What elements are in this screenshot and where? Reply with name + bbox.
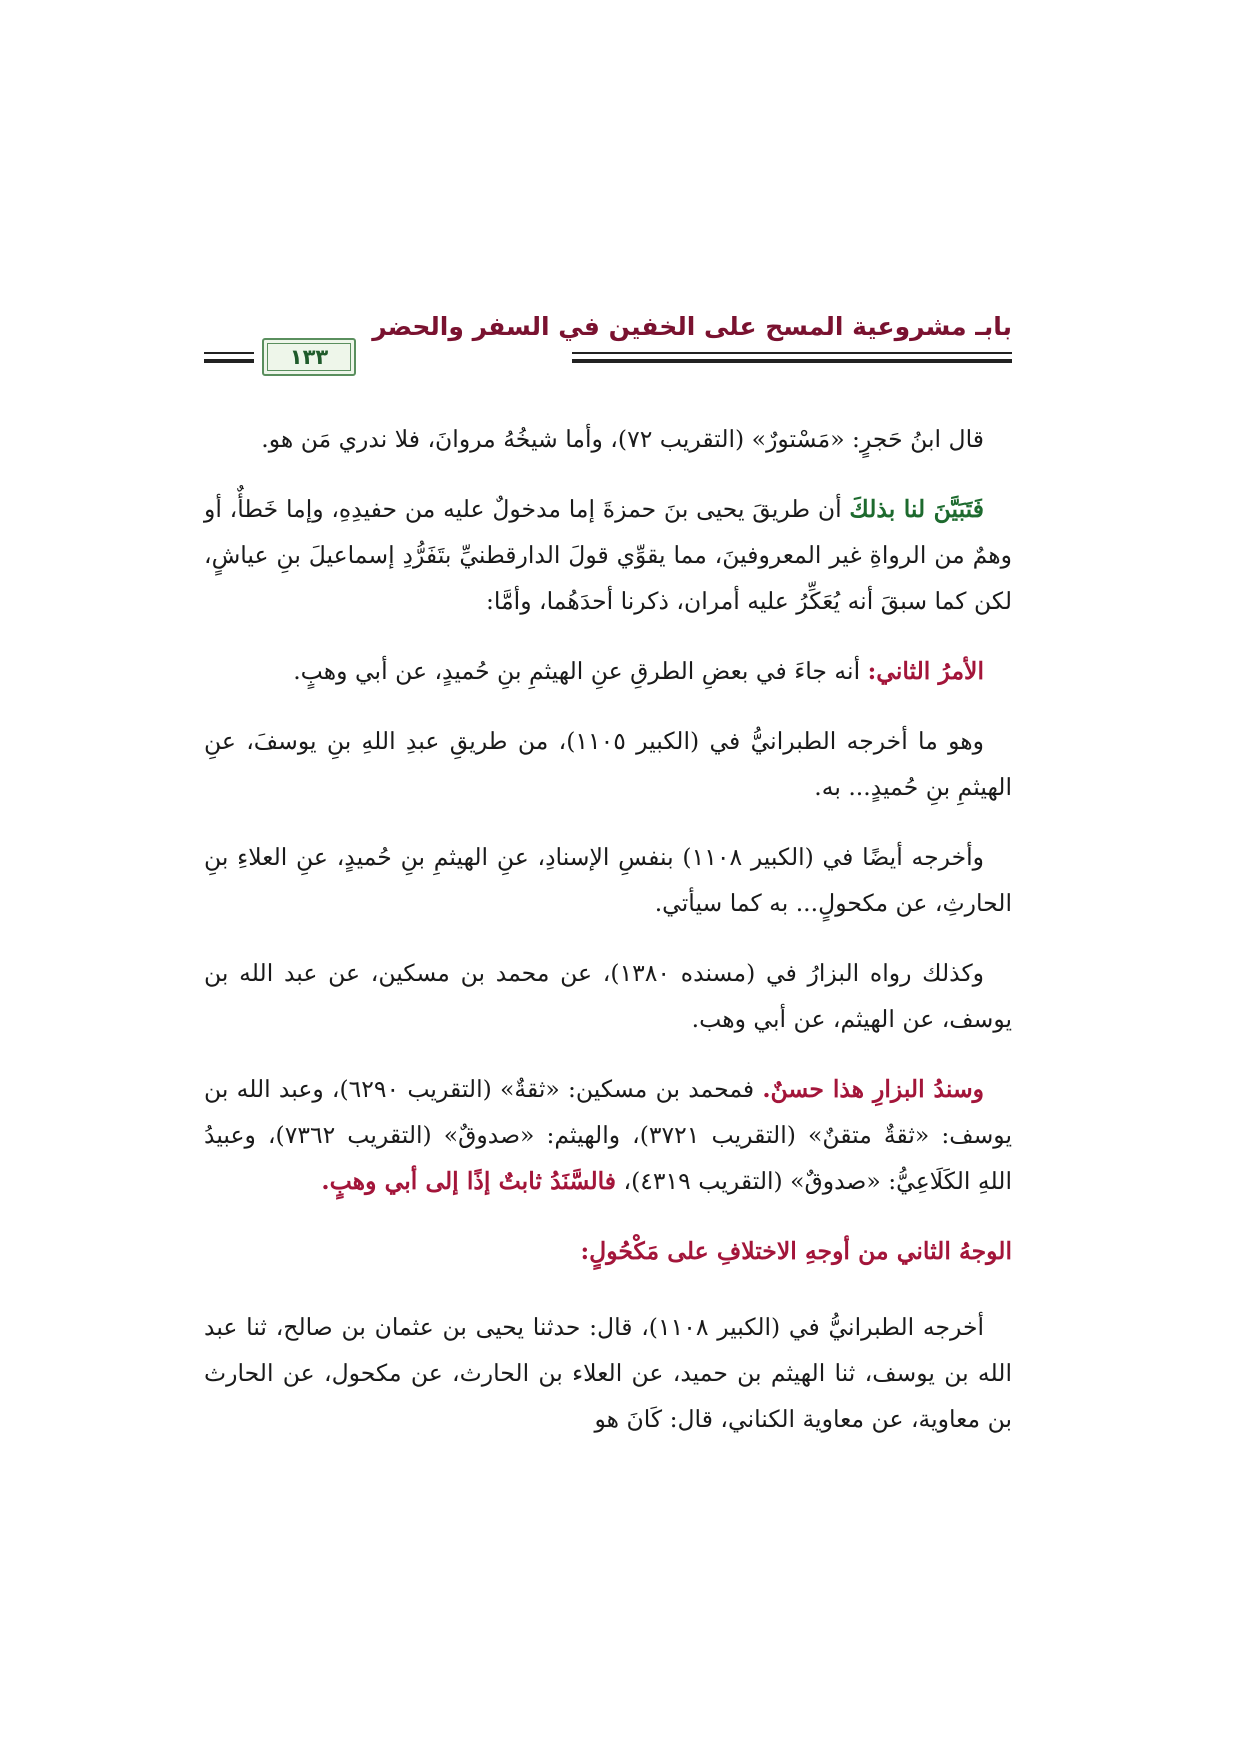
paragraph-8: أخرجه الطبرانيُّ في (الكبير ١١٠٨)، قال: حدثنا يحيى بن عثمان بن صالح، ثنا عبد الله بن يوسف، ثنا الهيثم بن حميد، عن العلاء بن الحارث، عن مكحول، عن الحارث بن معاوية، عن معاوية الكناني، قال: كَانَ هو bbox=[204, 1313, 1012, 1433]
paragraph-2-lead: فَتَبَيَّنَ لنا بذلكَ bbox=[849, 495, 984, 523]
paragraph-3-body: أنه جاءَ في بعضِ الطرقِ عنِ الهيثمِ بنِ حُميدٍ، عن أبي وهبٍ. bbox=[293, 657, 868, 685]
header-rule-thick bbox=[572, 359, 1012, 363]
page-number: ١٣٣ bbox=[289, 345, 329, 369]
paragraph-2-body: أن طريقَ يحيى بنَ حمزةَ إما مدخولٌ عليه من حفيدِهِ، وإما خَطأٌ، أو وهمٌ من الرواةِ غير المعروفينَ، مما يقوِّي قولَ الدارقطنيِّ بتَفَرُّدِ إسماعيلَ بنِ عياشٍ، لكن كما سبقَ أنه يُعَكِّرُ عليه أمران، ذكرنا أحدَهُما، وأمَّا: bbox=[204, 495, 1012, 615]
paragraph-5: وأخرجه أيضًا في (الكبير ١١٠٨) بنفسِ الإسنادِ، عنِ الهيثمِ بنِ حُميدٍ، عنِ العلاءِ بنِ الحارثِ، عن مكحولٍ... به كما سيأتي. bbox=[204, 843, 1012, 917]
main-text bbox=[204, 416, 1012, 1466]
page-number-badge bbox=[262, 338, 356, 376]
section-heading: الوجهُ الثاني من أوجهِ الاختلافِ على مَكْحُولٍ: bbox=[580, 1237, 1012, 1265]
paragraph-3-lead: الأمرُ الثاني: bbox=[867, 657, 984, 685]
chapter-title: بابـ مشروعية المسح على الخفين في السفر والحضر bbox=[372, 312, 1012, 341]
header-rule-left-thick bbox=[204, 359, 254, 363]
paragraph-1: قال ابنُ حَجرٍ: «مَسْتورٌ» (التقريب ٧٢)، وأما شيخُهُ مروانَ، فلا ندري مَن هو. bbox=[261, 425, 984, 453]
paragraph-2 bbox=[204, 486, 1012, 624]
paragraph-7-lead: وسندُ البزارِ هذا حسنٌ. bbox=[762, 1075, 984, 1103]
header-rule-left-thin bbox=[204, 352, 254, 354]
paragraph-7-conclusion: فالسَّنَدُ ثابتٌ إذًا إلى أبي وهبٍ. bbox=[321, 1167, 617, 1195]
paragraph-3 bbox=[204, 648, 1012, 694]
page-header bbox=[204, 312, 1012, 382]
paragraph-7-body: فمحمد بن مسكين: «ثقةٌ» (التقريب ٦٢٩٠)، وعبد الله بن يوسف: «ثقةٌ متقنٌ» (التقريب ٣٧٢١)، والهيثم: «صدوقٌ» (التقريب ٧٣٦٢)، وعبيدُ اللهِ الكَلَاعِيُّ: «صدوقٌ» (التقريب ٤٣١٩)، bbox=[204, 1075, 1012, 1195]
paragraph-4: وهو ما أخرجه الطبرانيُّ في (الكبير ١١٠٥)، من طريقِ عبدِ اللهِ بنِ يوسفَ، عنِ الهيثمِ بنِ حُميدٍ... به. bbox=[204, 727, 1012, 801]
header-rule-thin bbox=[572, 352, 1012, 354]
paragraph-7 bbox=[204, 1066, 1012, 1204]
paragraph-6: وكذلك رواه البزارُ في (مسنده ١٣٨٠)، عن محمد بن مسكين، عن عبد الله بن يوسف، عن الهيثم، عن أبي وهب. bbox=[204, 959, 1012, 1033]
